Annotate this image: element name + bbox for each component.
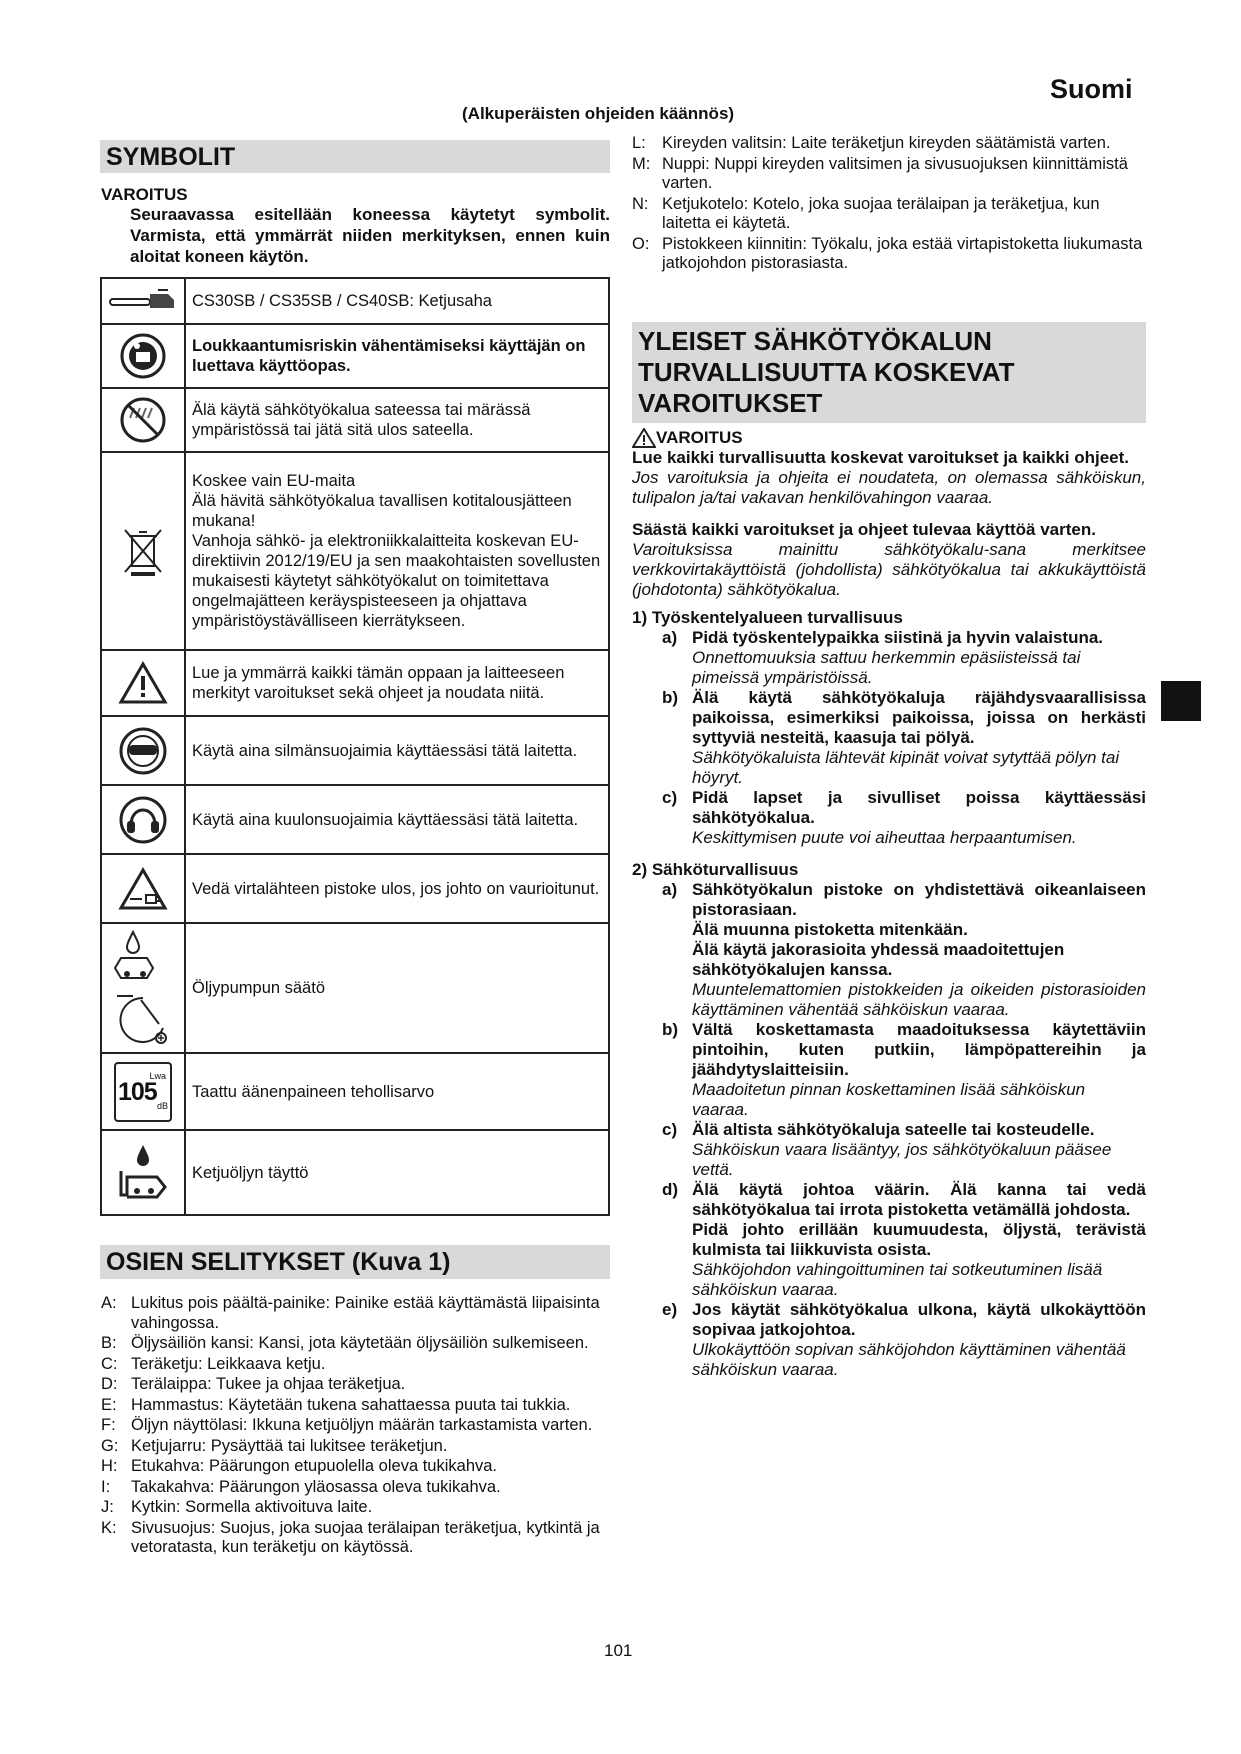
- parts-list-item: [101, 1334, 613, 1354]
- parts-list-item: [632, 134, 1144, 154]
- osien-heading: OSIEN SELITYKSET (Kuva 1): [100, 1245, 610, 1279]
- s2-d-bold: Älä käytä johtoa väärin. Älä kanna tai vedä sähkötyökalua tai irrota pistoketta vetämällä johdosta.: [692, 1180, 1146, 1219]
- parts-text: Takakahva: Päärungon yläosassa oleva tukikahva.: [131, 1477, 501, 1496]
- yleiset-p1-italic: Jos varoituksia ja ohjeita ei noudateta, on olemassa sähköiskun, tulipalon ja/tai vakavan henkilövahingon vaaraa.: [632, 468, 1146, 507]
- s2-b-bold: Vältä koskettamasta maadoituksessa käytettäviin pintoihin, kuten putkiin, lämpöpattereihin ja jäähdytyslaitteisiin.: [692, 1020, 1146, 1079]
- read-manual-icon: [101, 324, 185, 388]
- sound-level-label: Lwa: [149, 1070, 166, 1081]
- parts-list-item: [101, 1355, 613, 1375]
- parts-text: Öljysäiliön kansi: Kansi, jota käytetään öljysäiliön sulkemiseen.: [131, 1334, 589, 1352]
- symbol-row: [101, 1053, 609, 1130]
- item-letter: b): [662, 1020, 679, 1039]
- item-letter: a): [662, 628, 678, 647]
- s2-e-bold: Jos käytät sähkötyökalua ulkona, käytä ulkokäyttöön sopivaa jatkojohtoa.: [692, 1300, 1146, 1339]
- parts-letter: I:: [101, 1477, 111, 1496]
- parts-letter: B:: [101, 1334, 117, 1352]
- symbolit-heading: SYMBOLIT: [100, 140, 610, 173]
- weee-bin-icon: [101, 452, 185, 650]
- parts-letter: C:: [101, 1354, 118, 1373]
- section-2-title: 2) Sähköturvallisuus: [632, 860, 799, 879]
- parts-list-item: [632, 235, 1144, 274]
- no-rain-icon: [101, 388, 185, 452]
- symbol-desc: Älä käytä sähkötyökalua sateessa tai märässä ympäristössä tai jätä sitä ulos sateella.: [185, 388, 609, 452]
- chain-oil-icon: [101, 1130, 185, 1215]
- s2-d-italic: Sähköjohdon vahingoittuminen tai sotkeutuminen lisää sähköiskun vaaraa.: [692, 1260, 1103, 1299]
- s2-e-italic: Ulkokäyttöön sopivan sähköjohdon käyttäminen vähentää sähköiskun vaaraa.: [692, 1340, 1126, 1379]
- symbol-row: [101, 854, 609, 923]
- chainsaw-icon: [101, 278, 185, 324]
- parts-list-item: [101, 1375, 613, 1395]
- s1-c-italic: Keskittymisen puute voi aiheuttaa herpaantumisen.: [692, 828, 1077, 847]
- symbol-row: [101, 324, 609, 388]
- symbol-row: [101, 923, 609, 1053]
- symbolit-warning-label: VAROITUS: [101, 185, 188, 204]
- parts-text: Sivusuojus: Suojus, joka suojaa terälaipan teräketjua, kytkintä ja vetoratasta, kun teräketju on käytössä.: [131, 1518, 600, 1556]
- ear-protection-icon: [101, 785, 185, 854]
- symbolit-warning-text: Seuraavassa esitellään koneessa käytetyt symbolit. Varmista, että ymmärrät niiden merkityksen, ennen kuin aloitat koneen käytön.: [130, 205, 610, 266]
- symbol-desc: Loukkaantumisriskin vähentämiseksi käyttäjän on luettava käyttöopas.: [185, 324, 609, 388]
- symbol-row: [101, 278, 609, 324]
- translation-note: (Alkuperäisten ohjeiden käännös): [462, 104, 735, 123]
- parts-text: Hammastus: Käytetään tukena sahattaessa puuta tai tukkia.: [131, 1395, 571, 1414]
- parts-letter: D:: [101, 1375, 118, 1393]
- parts-letter: H:: [101, 1457, 118, 1475]
- parts-letter: F:: [101, 1416, 116, 1434]
- parts-text: Nuppi: Nuppi kireyden valitsimen ja sivusuojuksen kiinnittämistä varten.: [662, 154, 1128, 192]
- parts-list-left: [101, 1294, 613, 1559]
- parts-list-item: [101, 1416, 613, 1436]
- symbol-table: [100, 277, 610, 1216]
- parts-text: Pistokkeen kiinnitin: Työkalu, joka estää virtapistoketta liukumasta jatkojohdon pistorasiasta.: [662, 234, 1143, 272]
- parts-list-item: [101, 1396, 613, 1416]
- symbol-desc: Öljypumpun säätö: [185, 923, 609, 1053]
- yleiset-p2-italic: Varoituksissa mainittu sähkötyökalu-sana merkitsee verkkovirtakäyttöistä (johdollista) sähkötyökalua tai akkukäyttöistä (johdotonta) sähkötyökalua.: [632, 540, 1146, 599]
- section-1-title: 1) Työskentelyalueen turvallisuus: [632, 608, 903, 627]
- sound-level-unit: dB: [156, 1100, 168, 1111]
- symbol-desc: Vedä virtalähteen pistoke ulos, jos johto on vaurioitunut.: [185, 854, 609, 923]
- parts-letter: K:: [101, 1518, 117, 1537]
- parts-text: Teräketju: Leikkaava ketju.: [131, 1354, 326, 1373]
- parts-text: Kireyden valitsin: Laite teräketjun kireyden säätämistä varten.: [662, 134, 1111, 152]
- s1-b-italic: Sähkötyökaluista lähtevät kipinät voivat sytyttää pölyn tai höyryt.: [692, 748, 1120, 787]
- item-letter: d): [662, 1180, 679, 1199]
- symbol-row: [101, 388, 609, 452]
- symbol-row: [101, 650, 609, 716]
- parts-list-item: [101, 1478, 613, 1498]
- symbol-desc: Taattu äänenpaineen tehollisarvo: [185, 1053, 609, 1130]
- symbol-row: [101, 716, 609, 785]
- parts-text: Lukitus pois päältä-painike: Painike estää käyttämästä liipaisinta vahingossa.: [131, 1294, 600, 1332]
- s2-a-italic: Muuntelemattomien pistokkeiden ja oikeiden pistorasioiden käyttäminen vähentää sähköiskun vaaraa.: [692, 980, 1146, 1019]
- oil-pump-icon: [101, 923, 185, 1053]
- sound-level-icon: [101, 1053, 185, 1130]
- yleiset-p2-bold: Säästä kaikki varoitukset ja ohjeet tulevaa käyttöä varten.: [632, 520, 1096, 539]
- symbol-desc: Lue ja ymmärrä kaikki tämän oppaan ja laitteeseen merkityt varoitukset sekä ohjeet ja noudata niitä.: [185, 650, 609, 716]
- parts-list-right: [632, 134, 1144, 275]
- s2-c-bold: Älä altista sähkötyökaluja sateelle tai kosteudelle.: [692, 1120, 1095, 1139]
- yleiset-warning-label: VAROITUS: [656, 428, 743, 447]
- parts-list-item: [101, 1457, 613, 1477]
- yleiset-heading: YLEISET SÄHKÖTYÖKALUN TURVALLISUUTTA KOSKEVAT VAROITUKSET: [632, 322, 1146, 423]
- symbol-desc: Käytä aina kuulonsuojaimia käyttäessäsi tätä laitetta.: [185, 785, 609, 854]
- parts-text: Etukahva: Päärungon etupuolella oleva tukikahva.: [131, 1457, 498, 1475]
- parts-letter: J:: [101, 1498, 114, 1516]
- item-letter: c): [662, 1120, 678, 1139]
- s2-c-italic: Sähköiskun vaara lisääntyy, jos sähkötyökaluun pääsee vettä.: [692, 1140, 1112, 1179]
- s2-b-italic: Maadoitetun pinnan koskettaminen lisää sähköiskun vaaraa.: [692, 1080, 1086, 1119]
- page-number: 101: [604, 1641, 633, 1660]
- section-tab-marker: [1161, 681, 1201, 721]
- parts-text: Ketjujarru: Pysäyttää tai lukitsee teräketjun.: [131, 1436, 448, 1455]
- parts-list-item: [632, 155, 1144, 194]
- parts-letter: G:: [101, 1436, 119, 1455]
- parts-list-item: [101, 1498, 613, 1518]
- parts-letter: L:: [632, 134, 646, 152]
- parts-list-item: [101, 1294, 613, 1333]
- sound-level-value: 105: [118, 1077, 157, 1106]
- item-letter: c): [662, 788, 678, 807]
- s1-a-bold: Pidä työskentelypaikka siistinä ja hyvin valaistuna.: [692, 628, 1104, 647]
- item-letter: a): [662, 880, 678, 899]
- symbol-row: [101, 1130, 609, 1215]
- eye-protection-icon: [101, 716, 185, 785]
- parts-letter: A:: [101, 1294, 117, 1312]
- parts-text: Ketjukotelo: Kotelo, joka suojaa terälaipan ja teräketjua, kun laitetta ei käytetä.: [662, 194, 1100, 232]
- symbol-desc: Käytä aina silmänsuojaimia käyttäessäsi tätä laitetta.: [185, 716, 609, 785]
- warning-triangle-icon: [101, 650, 185, 716]
- s1-a-italic: Onnettomuuksia sattuu herkemmin epäsiisteissä tai pimeissä ympäristöissä.: [692, 648, 1081, 687]
- s1-c-bold: Pidä lapset ja sivulliset poissa käyttäessäsi sähkötyökalua.: [692, 788, 1146, 827]
- parts-letter: E:: [101, 1395, 117, 1414]
- parts-letter: O:: [632, 234, 650, 253]
- s2-d-bold-2: Pidä johto erillään kuumuudesta, öljystä, terävistä kulmista tai liikkuvista osista.: [692, 1220, 1146, 1259]
- item-letter: e): [662, 1300, 678, 1319]
- s2-a-bold-2: Älä muunna pistoketta mitenkään.: [692, 920, 968, 939]
- symbol-desc: Koskee vain EU-maita Älä hävitä sähkötyökalua tavallisen kotitalousjätteen mukana! Vanhoja sähkö- ja elektroniikkalaitteita koskevan EU-direktiivin 2012/19/EU ja sen maakohtaisten sovellusten mukaisesti käytetyt sähkötyökalut on toimitettava ongelmajätteen keräyspisteeseen ja ohjattava ympäristöystävälliseen kierrätykseen.: [185, 452, 609, 650]
- item-letter: b): [662, 688, 679, 707]
- s2-a-bold: Sähkötyökalun pistoke on yhdistettävä oikeanlaiseen pistorasiaan.: [692, 880, 1146, 919]
- parts-list-item: [632, 195, 1144, 234]
- symbol-row: [101, 452, 609, 650]
- parts-letter: N:: [632, 194, 649, 213]
- s1-b-bold: Älä käytä sähkötyökaluja räjähdysvaarallisissa paikoissa, esimerkiksi paikoissa, joissa on herkästi syttyviä nesteitä, kaasuja tai pölyä.: [692, 688, 1146, 747]
- yleiset-p1-bold: Lue kaikki turvallisuutta koskevat varoitukset ja kaikki ohjeet.: [632, 448, 1129, 467]
- symbol-desc: CS30SB / CS35SB / CS40SB: Ketjusaha: [185, 278, 609, 324]
- unplug-icon: [101, 854, 185, 923]
- s2-a-bold-3: Älä käytä jakorasioita yhdessä maadoitettujen sähkötyökalujen kanssa.: [692, 940, 1065, 979]
- warning-triangle-icon: [632, 428, 656, 448]
- parts-letter: M:: [632, 154, 651, 173]
- symbol-desc: Ketjuöljyn täyttö: [185, 1130, 609, 1215]
- yleiset-warning-block: [632, 428, 1146, 1380]
- parts-list-item: [101, 1519, 613, 1558]
- language-label: Suomi: [1050, 74, 1133, 104]
- parts-text: Kytkin: Sormella aktivoituva laite.: [131, 1498, 373, 1516]
- parts-list-item: [101, 1437, 613, 1457]
- symbol-row: [101, 785, 609, 854]
- parts-text: Öljyn näyttölasi: Ikkuna ketjuöljyn määrän tarkastamista varten.: [131, 1416, 593, 1434]
- parts-text: Terälaippa: Tukee ja ohjaa teräketjua.: [131, 1375, 406, 1393]
